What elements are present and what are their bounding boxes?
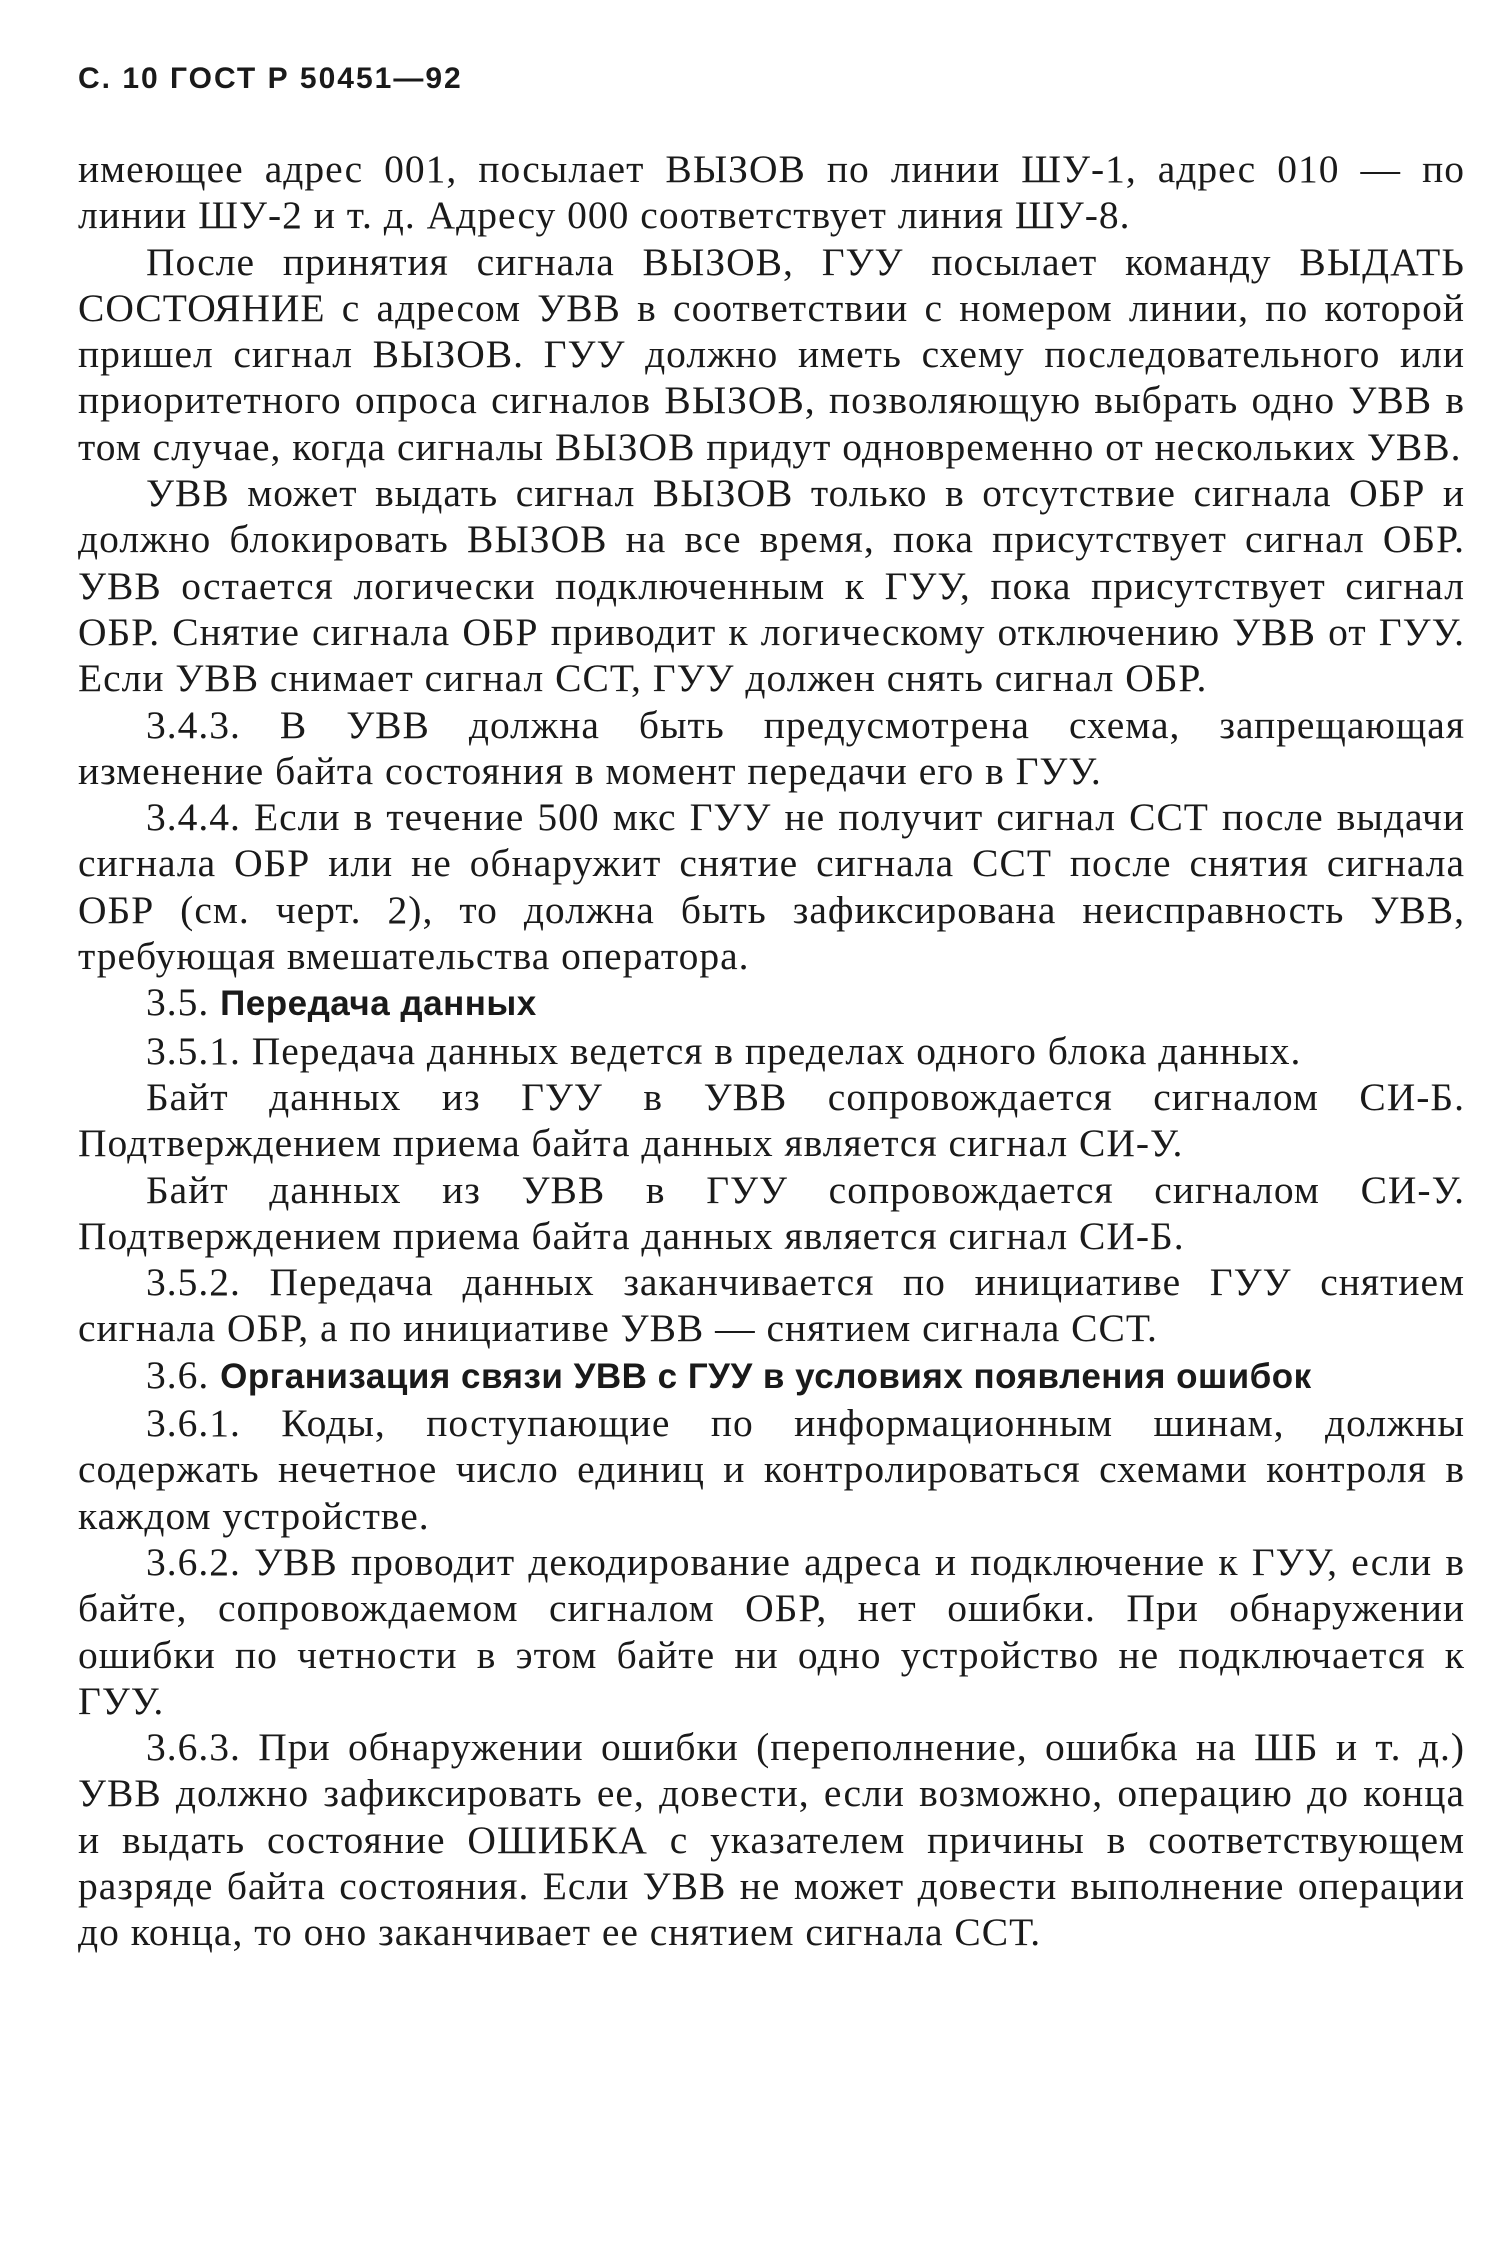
paragraph-2: После принятия сигнала ВЫЗОВ, ГУУ посылает команду ВЫДАТЬ СОСТОЯНИЕ с адресом УВВ в соответствии с номером линии, по которой пришел сигнал ВЫЗОВ. ГУУ должно иметь схему последовательного или приоритетного опроса сигналов ВЫЗОВ, позволяющую выбрать одно УВВ в том случае, когда сигналы ВЫЗОВ придут одновременно от нескольких УВВ. [78,239,1465,469]
page-header: С. 10 ГОСТ Р 50451—92 [78,62,463,95]
paragraph-1: имеющее адрес 001, посылает ВЫЗОВ по линии ШУ-1, адрес 010 — по линии ШУ-2 и т. д. Адресу 000 соответствует линия ШУ-8. [78,147,1465,238]
clause-3-6-2: 3.6.2. УВВ проводит декодирование адреса и подключение к ГУУ, если в байте, сопровождаемом сигналом ОБР, нет ошибки. При обнаружении ошибки по четности в этом байте ни одно устройство не подключается к ГУУ. [78,1539,1465,1723]
section-title: Организация связи УВВ с ГУУ в условиях появления ошибок [220,1356,1312,1396]
document-body [78,146,1465,1956]
clause-3-5-2: 3.5.2. Передача данных заканчивается по инициативе ГУУ снятием сигнала ОБР, а по инициативе УВВ — снятием сигнала ССТ. [78,1260,1465,1351]
paragraph-3: УВВ может выдать сигнал ВЫЗОВ только в отсутствие сигнала ОБР и должно блокировать ВЫЗОВ на все время, пока присутствует сигнал ОБР. УВВ остается логически подключенным к ГУУ, пока присутствует сигнал ОБР. Снятие сигнала ОБР приводит к логическому отключению УВВ от ГУУ. Если УВВ снимает сигнал ССТ, ГУУ должен снять сигнал ОБР. [78,471,1465,701]
section-heading-3-5 [78,979,1465,1027]
clause-3-6-3: 3.6.3. При обнаружении ошибки (переполнение, ошибка на ШБ и т. д.) УВВ должно зафиксировать ее, довести, если возможно, операцию до конца и выдать состояние ОШИБКА с указателем причины в соответствующем разряде байта состояния. Если УВВ не может довести выполнение операции до конца, то оно заканчивает ее снятием сигнала ССТ. [78,1725,1465,1955]
section-number: 3.5. [146,980,210,1025]
section-title: Передача данных [220,984,537,1024]
section-heading-3-6 [78,1352,1465,1400]
section-number: 3.6. [146,1352,210,1397]
clause-3-4-4: 3.4.4. Если в течение 500 мкс ГУУ не получит сигнал ССТ после выдачи сигнала ОБР или не обнаружит снятие сигнала ССТ после снятия сигнала ОБР (см. черт. 2), то должна быть зафиксирована неисправность УВВ, требующая вмешательства оператора. [78,795,1465,979]
paragraph-data-gu-to-uvv: Байт данных из ГУУ в УВВ сопровождается сигналом СИ-Б. Подтверждением приема байта данных является сигнал СИ-У. [78,1074,1465,1166]
paragraph-data-uvv-to-gu: Байт данных из УВВ в ГУУ сопровождается сигналом СИ-У. Подтверждением приема байта данных является сигнал СИ-Б. [78,1167,1465,1258]
clause-3-6-1: 3.6.1. Коды, поступающие по информационным шинам, должны содержать нечетное число единиц и контролироваться схемами контроля в каждом устройстве. [78,1401,1465,1538]
clause-3-5-1: 3.5.1. Передача данных ведется в пределах одного блока данных. [146,1028,1302,1073]
clause-3-4-3: 3.4.3. В УВВ должна быть предусмотрена схема, запрещающая изменение байта состояния в момент передачи его в ГУУ. [78,702,1465,793]
